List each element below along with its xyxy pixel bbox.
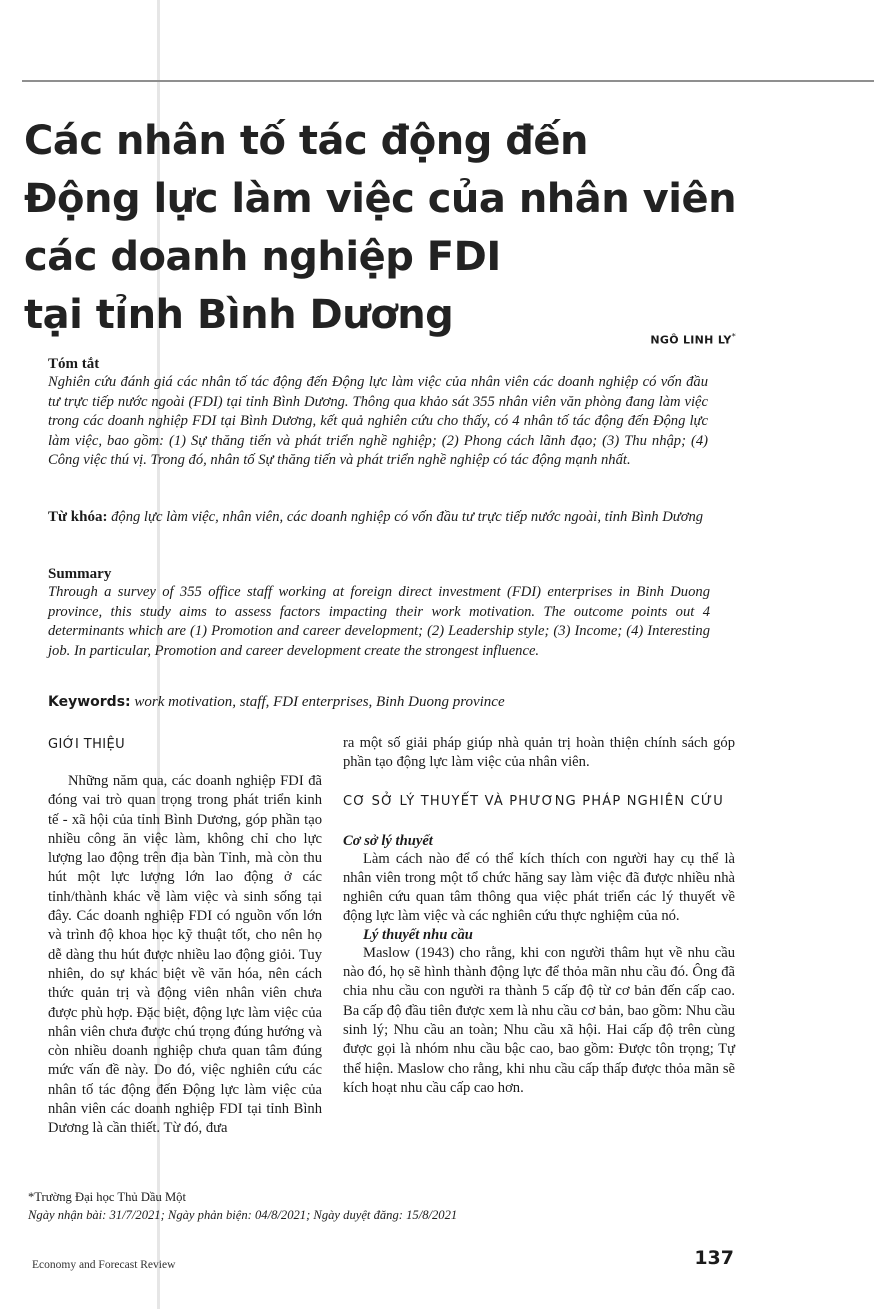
author-footnote-mark: * <box>731 332 736 341</box>
theory-paragraph-2: Maslow (1943) cho rằng, khi con người thâm hụt về nhu cầu nào đó, họ sẽ hình thành động lực để thỏa mãn nhu cầu đó. Ông đã chia nhu cầu con người ra thành 5 cấp độ từ cơ bản đến cấp cao. Ba cấp độ đầu tiên được xem là nhu cầu cơ bản, bao gồm: Nhu cầu sinh lý; Nhu cầu an toàn; Nhu cầu xã hội. Hai cấp độ trên cùng được gọi là nhóm nhu cầu bậc cao, bao gồm: Được tôn trọng; Tự thể hiện. Maslow cho rằng, khi nhu cầu cấp thấp được thỏa mãn sẽ kích hoạt nhu cầu cấp cao hơn. <box>343 944 735 1096</box>
keywords-vi-label: Từ khóa: <box>48 509 108 525</box>
abstract-heading: Tóm tắt <box>48 356 100 372</box>
theory-heading: CƠ SỞ LÝ THUYẾT VÀ PHƯƠNG PHÁP NGHIÊN CỨU <box>343 793 724 809</box>
footer-journal-name: Economy and Forecast Review <box>32 1259 176 1271</box>
keywords-en-text: work motivation, staff, FDI enterprises, Binh Duong province <box>134 694 505 710</box>
keywords-vi <box>48 508 708 528</box>
keywords-en <box>48 694 708 711</box>
author-name: NGÔ LINH LY <box>650 333 732 347</box>
theory-subheading: Cơ sở lý thuyết <box>343 832 433 849</box>
article-title <box>24 112 854 344</box>
footnote-dates: Ngày nhận bài: 31/7/2021; Ngày phản biện: 04/8/2021; Ngày duyệt đăng: 15/8/2021 <box>28 1208 458 1222</box>
title-line-2: Động lực làm việc của nhân viên <box>24 176 737 222</box>
theory-paragraph-1: Làm cách nào để có thể kích thích con người hay cụ thể là nhân viên trong một tổ chức hăng say làm việc đã được nhiều nhà nghiên cứu quan tâm thông qua việc phát triển các lý thuyết về động lực làm việc và các nghiên cứu thực nghiệm của nó. <box>343 850 735 925</box>
intro-paragraph: Những năm qua, các doanh nghiệp FDI đã đóng vai trò quan trọng trong phát triển kinh tế - xã hội của tỉnh Bình Dương, góp phần tạo nhiều công ăn việc làm, không chỉ cho lực lượng lao động trên địa bàn Tỉnh, mà còn thu hút một lực lượng lớn lao động ở các tỉnh/thành khác về làm việc và sinh sống tại đây. Các doanh nghiệp FDI có nguồn vốn lớn và trình độ khoa học kỹ thuật tốt, cho nên họ dễ dàng thu hút được nhiều lao động giỏi. Tuy nhiên, do sự khác biệt về văn hóa, nên cách thức quản trị và động viên nhân viên chưa được phù hợp. Đặc biệt, động lực làm việc của nhân viên chưa được chú trọng đúng hướng và còn nhiều doanh nghiệp chưa quan tâm đúng mức vấn đề này. Do đó, việc nghiên cứu các nhân tố tác động đến Động lực làm việc của nhân viên các doanh nghiệp FDI tại tỉnh Bình Dương là cần thiết. Từ đó, đưa <box>48 773 322 1137</box>
keywords-en-label: Keywords: <box>48 694 131 710</box>
intro-continuation: ra một số giải pháp giúp nhà quản trị hoàn thiện chính sách góp phần tạo động lực làm việc của nhân viên. <box>343 735 735 771</box>
page-number: 137 <box>694 1247 734 1269</box>
title-line-4: tại tỉnh Bình Dương <box>24 292 454 338</box>
summary-text: Through a survey of 355 office staff working at foreign direct investment (FDI) enterprises in Binh Duong province, this study aims to assess factors impacting their work motivation. The outcome points out 4 determinants which are (1) Promotion and career development; (2) Leadership style; (3) Income; (4) Interesting job. In particular, Promotion and career development create the strongest influence. <box>48 584 710 659</box>
summary-heading: Summary <box>48 566 112 582</box>
column-left <box>48 736 322 1139</box>
author-byline <box>650 332 736 347</box>
header-rule <box>22 80 874 82</box>
keywords-vi-text: động lực làm việc, nhân viên, các doanh nghiệp có vốn đầu tư trực tiếp nước ngoài, tỉnh Bình Dương <box>111 509 704 525</box>
title-line-1: Các nhân tố tác động đến <box>24 118 588 164</box>
summary-en <box>48 566 710 661</box>
footnote <box>28 1188 728 1224</box>
abstract-vi <box>48 356 708 471</box>
column-right <box>343 734 735 1098</box>
footnote-affiliation: *Trường Đại học Thủ Dầu Một <box>28 1190 186 1204</box>
needs-theory-subheading: Lý thuyết nhu cầu <box>363 926 473 943</box>
intro-heading: GIỚI THIỆU <box>48 737 126 752</box>
title-line-3: các doanh nghiệp FDI <box>24 234 501 280</box>
abstract-text: Nghiên cứu đánh giá các nhân tố tác động đến Động lực làm việc của nhân viên các doanh nghiệp có vốn đầu tư trực tiếp nước ngoài (FDI) tại tỉnh Bình Dương. Thông qua khảo sát 355 nhân viên văn phòng đang làm việc trong các doanh nghiệp FDI tại Bình Dương, kết quả nghiên cứu cho thấy, có 4 nhân tố tác động đến Động lực làm việc, bao gồm: (1) Sự thăng tiến và phát triển nghề nghiệp; (2) Phong cách lãnh đạo; (3) Thu nhập; (4) Công việc thú vị. Trong đó, nhân tố Sự thăng tiến và phát triển nghề nghiệp có tác động mạnh nhất. <box>48 374 708 469</box>
